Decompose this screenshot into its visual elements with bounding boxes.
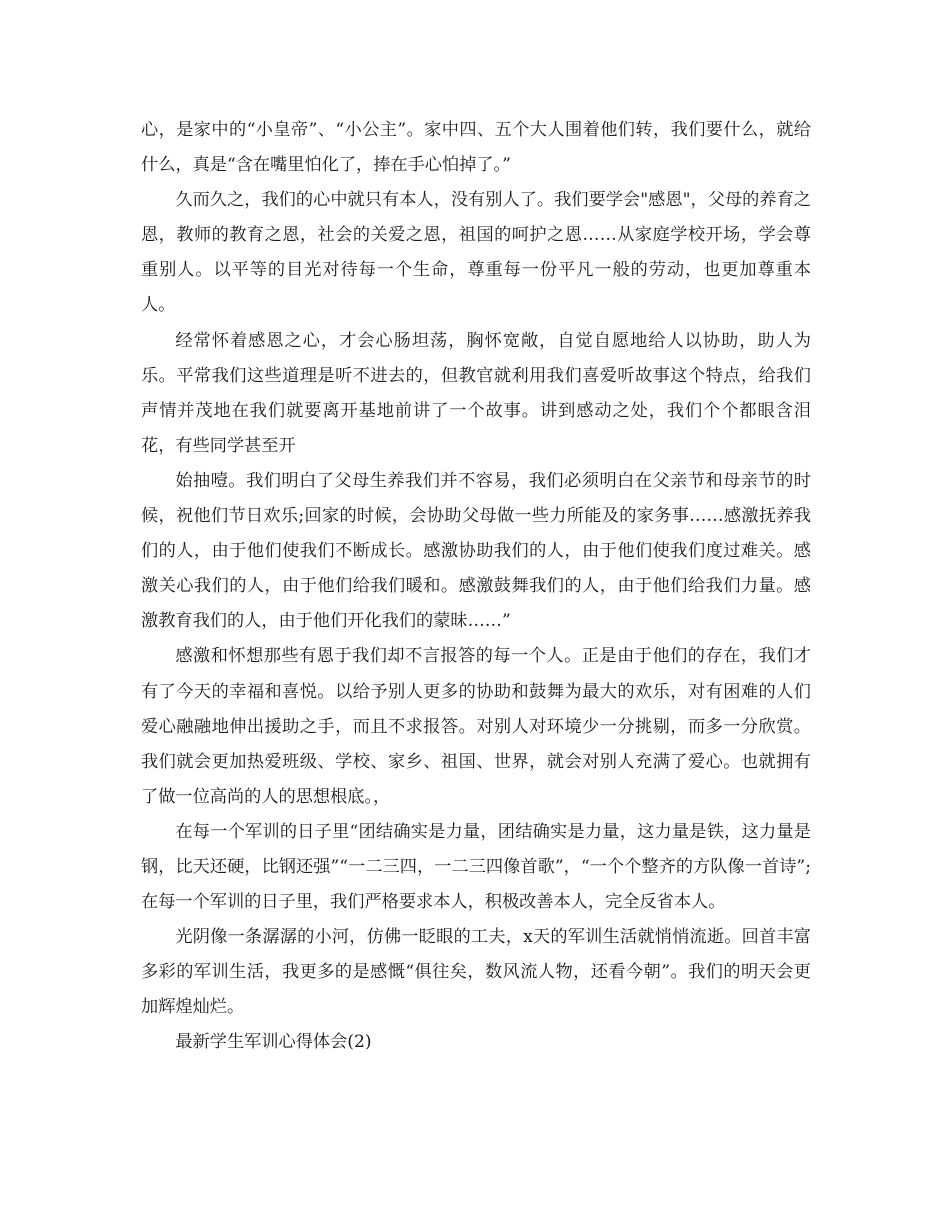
paragraph-2: 久而久之，我们的心中就只有本人，没有别人了。我们要学会"感恩"，父母的养育之恩，教师的教育之恩，社会的关爱之恩，祖国的呵护之恩……从家庭学校开场，学会尊重别人。以平等的目光对待每一个生命，尊重每一份平凡一般的劳动，也更加尊重本人。	[141, 190, 811, 316]
paragraph-7: 光阴像一条潺潺的小河，仿佛一眨眼的工夫，x天的军训生活就悄悄流逝。回首丰富多彩的军训生活，我更多的是感慨“俱往矣，数风流人物，还看今朝”。我们的明天会更加辉煌灿烂。	[141, 927, 811, 1018]
paragraph-1: 心，是家中的“小皇帝”、“小公主”。家中四、五个大人围着他们转，我们要什么，就给什么，真是“含在嘴里怕化了，捧在手心怕掉了。”	[141, 120, 811, 176]
paragraph-6: 在每一个军训的日子里“团结确实是力量，团结确实是力量，这力量是铁，这力量是钢，比天还硬，比钢还强”“一二三四，一二三四像首歌”，“一个个整齐的方队像一首诗”;在每一个军训的日子里，我们严格要求本人，积极改善本人，完全反省本人。	[141, 821, 811, 913]
paragraph-4: 始抽噎。我们明白了父母生养我们并不容易，我们必须明白在父亲节和母亲节的时候，祝他们节日欢乐;回家的时候，会协助父母做一些力所能及的家务事……感激抚养我们的人，由于他们使我们不断成长。感激协助我们的人，由于他们使我们度过难关。感激关心我们的人，由于他们给我们暖和。感激鼓舞我们的人，由于他们给我们力量。感激教育我们的人，由于他们开化我们的蒙昧……”	[141, 470, 811, 632]
paragraph-3: 经常怀着感恩之心，才会心肠坦荡，胸怀宽敞，自觉自愿地给人以协助，助人为乐。平常我们这些道理是听不进去的，但教官就利用我们喜爱听故事这个特点，给我们声情并茂地在我们就要离开基地前讲了一个故事。讲到感动之处，我们个个都眼含泪花，有些同学甚至开	[141, 330, 811, 456]
paragraph-5: 感激和怀想那些有恩于我们却不言报答的每一个人。正是由于他们的存在，我们才有了今天的幸福和喜悦。以给予别人更多的协助和鼓舞为最大的欢乐，对有困难的人们爱心融融地伸出援助之手，而且不求报答。对别人对环境少一分挑剔，而多一分欣赏。我们就会更加热爱班级、学校、家乡、祖国、世界，就会对别人充满了爱心。也就拥有了做一位高尚的人的思想根底。，	[141, 646, 811, 807]
section-heading: 最新学生军训心得体会(2)	[175, 1032, 372, 1053]
document-body	[141, 113, 811, 1061]
